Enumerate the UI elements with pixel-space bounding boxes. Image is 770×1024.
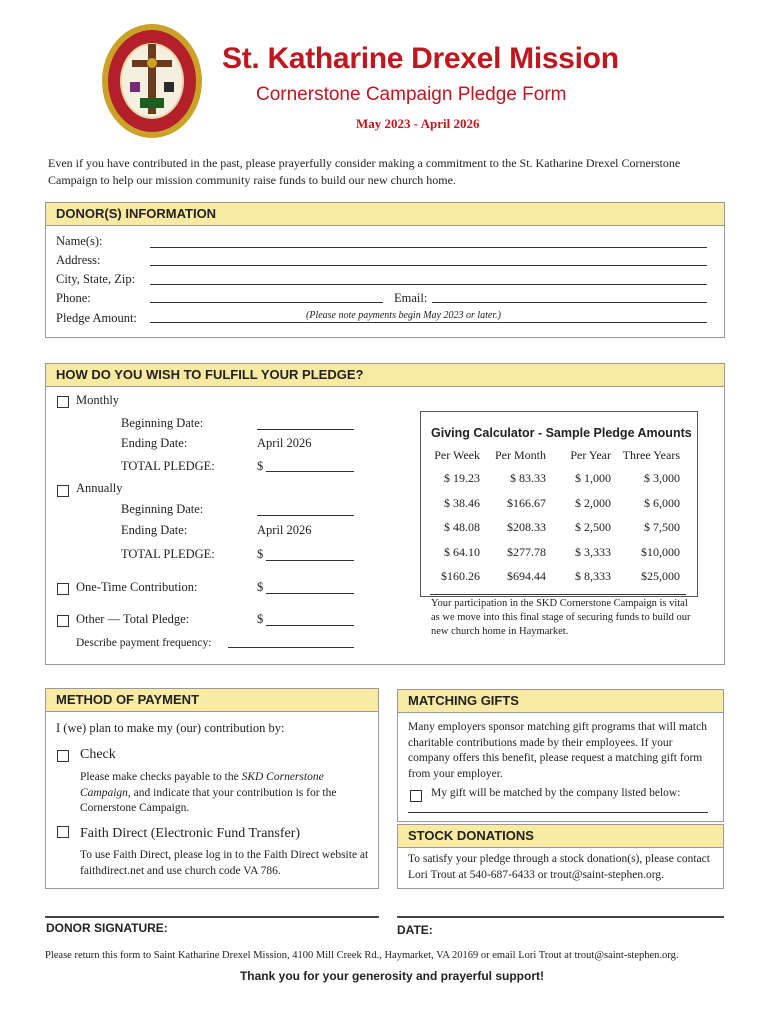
calculator-cell: $ 1,000 [575, 471, 611, 485]
return-instructions: Please return this form to Saint Katharine Drexel Mission, 4100 Mill Creek Rd., Haymarket, VA 20169 or email Lori Trout at trout@saint-stephen.org. [45, 950, 679, 961]
pledge-note: (Please note payments begin May 2023 or later.) [306, 310, 501, 321]
describe-frequency-field[interactable] [228, 647, 354, 648]
matching-checkbox-label: My gift will be matched by the company listed below: [431, 787, 681, 799]
matching-heading: MATCHING GIFTS [398, 690, 723, 713]
faith-direct-note: To use Faith Direct, please log in to the Faith Direct website at faithdirect.net and use church code VA 786. [80, 849, 369, 877]
calculator-cell: $ 3,333 [575, 545, 611, 559]
monthly-end-label: Ending Date: [121, 436, 188, 450]
monthly-dollar: $ [257, 459, 264, 473]
annually-checkbox[interactable] [57, 485, 69, 497]
other-field[interactable] [266, 625, 354, 626]
calculator-cell: $ 48.08 [444, 520, 480, 534]
one-time-checkbox[interactable] [57, 583, 69, 595]
annually-begin-field[interactable] [257, 515, 354, 516]
annually-begin-label: Beginning Date: [121, 502, 204, 516]
calculator-cell: $ 83.33 [510, 471, 546, 485]
calculator-cell: $10,000 [641, 545, 680, 559]
mission-seal-logo [100, 22, 204, 140]
calculator-cell: $ 8,333 [575, 569, 611, 583]
monthly-total-label: TOTAL PLEDGE: [121, 459, 215, 473]
pledge-amount-field[interactable] [150, 322, 707, 323]
other-dollar: $ [257, 612, 264, 626]
phone-field[interactable] [150, 302, 383, 303]
check-note: Please make checks payable to the SKD Cornerstone Campaign, and indicate that your contribution is for the Cornerstone Campaign. [80, 771, 337, 814]
calculator-column-header: Per Week [434, 448, 480, 462]
annually-end-label: Ending Date: [121, 523, 188, 537]
calculator-cell: $25,000 [641, 569, 680, 583]
calculator-column-header: Three Years [622, 448, 680, 462]
names-field[interactable] [150, 247, 707, 248]
calculator-column-header: Per Year [570, 448, 611, 462]
calculator-column-header: Per Month [495, 448, 546, 462]
annually-dollar: $ [257, 547, 264, 561]
monthly-checkbox[interactable] [57, 396, 69, 408]
phone-label: Phone: [56, 291, 91, 305]
annually-end-value: April 2026 [257, 523, 312, 537]
calculator-cell: $277.78 [507, 545, 546, 559]
names-label: Name(s): [56, 234, 103, 248]
calculator-cell: $160.26 [441, 569, 480, 583]
payment-intro: I (we) plan to make my (our) contribution by: [56, 721, 285, 735]
other-checkbox[interactable] [57, 615, 69, 627]
one-time-dollar: $ [257, 580, 264, 594]
fulfill-heading: HOW DO YOU WISH TO FULFILL YOUR PLEDGE? [46, 364, 724, 387]
one-time-label: One-Time Contribution: [76, 580, 198, 594]
other-label: Other — Total Pledge: [76, 612, 190, 626]
faith-direct-checkbox[interactable] [57, 826, 69, 838]
email-label: Email: [394, 291, 428, 305]
calculator-cell: $ 2,000 [575, 496, 611, 510]
faith-direct-label: Faith Direct (Electronic Fund Transfer) [80, 826, 301, 841]
email-field[interactable] [432, 302, 707, 303]
payment-heading: METHOD OF PAYMENT [46, 689, 378, 712]
stock-heading: STOCK DONATIONS [398, 825, 723, 848]
city-label: City, State, Zip: [56, 272, 136, 286]
calculator-cell: $ 19.23 [444, 471, 480, 485]
calculator-cell: $ 3,000 [644, 471, 680, 485]
annually-total-field[interactable] [266, 560, 354, 561]
calculator-cell: $ 7,500 [644, 520, 680, 534]
donor-info-heading: DONOR(S) INFORMATION [46, 203, 724, 226]
calculator-cell: $694.44 [507, 569, 546, 583]
one-time-field[interactable] [266, 593, 354, 594]
describe-frequency-label: Describe payment frequency: [76, 637, 212, 649]
campaign-dates: May 2023 - April 2026 [356, 116, 480, 131]
date-rule [397, 916, 724, 918]
monthly-label: Monthly [76, 393, 120, 407]
pledge-amount-label: Pledge Amount: [56, 311, 137, 325]
matching-text: Many employers sponsor matching gift programs that will match charitable contributions made by their employees. If your company offers this benefit, please request a matching gift form from your employer. [408, 721, 707, 780]
matching-company-field[interactable] [408, 812, 708, 813]
check-checkbox[interactable] [57, 750, 69, 762]
matching-checkbox[interactable] [410, 790, 422, 802]
calculator-note: Your participation in the SKD Cornerstone Campaign is vital as we move into this final stage of securing funds to build our new church home in Haymarket. [431, 598, 691, 637]
page-title: St. Katharine Drexel Mission [222, 42, 619, 75]
calculator-cell: $ 64.10 [444, 545, 480, 559]
annually-label: Annually [76, 481, 123, 495]
calculator-divider [430, 594, 686, 595]
page-subtitle: Cornerstone Campaign Pledge Form [256, 84, 567, 105]
monthly-begin-field[interactable] [257, 429, 354, 430]
monthly-total-field[interactable] [266, 471, 354, 472]
intro-text: Even if you have contributed in the past, please prayerfully consider making a commitment to the St. Katharine Drexel Cornerstone Campaign to help our mission community raise funds to build our new church home. [48, 156, 681, 187]
calculator-cell: $ 6,000 [644, 496, 680, 510]
calculator-cell: $ 2,500 [575, 520, 611, 534]
stock-text: To satisfy your pledge through a stock donation(s), please contact Lori Trout at 540-687-6433 or trout@saint-stephen.org. [408, 853, 710, 881]
city-field[interactable] [150, 284, 707, 285]
check-label: Check [80, 747, 116, 762]
calculator-heading: Giving Calculator - Sample Pledge Amounts [431, 426, 692, 440]
address-field[interactable] [150, 265, 707, 266]
calculator-cell: $166.67 [507, 496, 546, 510]
monthly-begin-label: Beginning Date: [121, 416, 204, 430]
calculator-cell: $208.33 [507, 520, 546, 534]
annually-total-label: TOTAL PLEDGE: [121, 547, 215, 561]
date-label: DATE: [397, 923, 433, 937]
monthly-end-value: April 2026 [257, 436, 312, 450]
thank-you-text: Thank you for your generosity and prayerful support! [239, 969, 545, 983]
address-label: Address: [56, 253, 101, 267]
signature-rule [45, 916, 379, 918]
calculator-cell: $ 38.46 [444, 496, 480, 510]
donor-signature-label: DONOR SIGNATURE: [46, 921, 168, 935]
